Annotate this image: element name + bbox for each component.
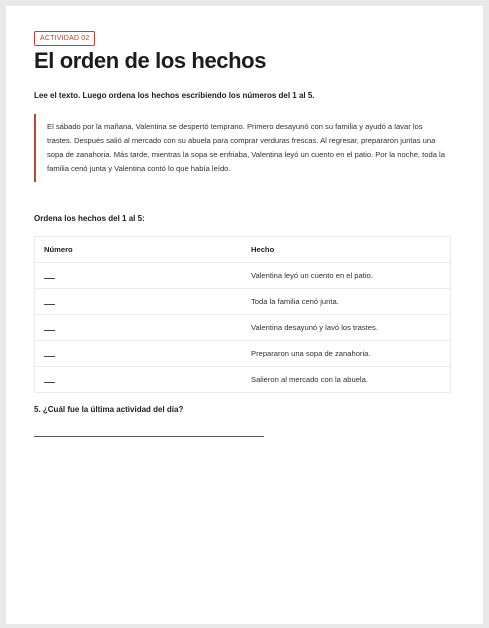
event-cell: Salieron al mercado con la abuela. (242, 367, 451, 393)
number-cell[interactable] (35, 341, 243, 367)
column-header-number: Número (35, 237, 243, 263)
table-row (35, 289, 451, 315)
question-text: 5. ¿Cuál fue la última actividad del día? (34, 405, 184, 414)
table-row (35, 315, 451, 341)
event-cell: Toda la familia cenó junta. (242, 289, 451, 315)
event-cell: Valentina leyó un cuento en el patio. (242, 263, 451, 289)
event-cell: Valentina desayunó y lavó los trastes. (242, 315, 451, 341)
number-blank[interactable] (44, 330, 55, 331)
number-cell[interactable] (35, 315, 243, 341)
table-row (35, 263, 451, 289)
table-row (35, 341, 451, 367)
number-blank[interactable] (44, 278, 55, 279)
page-title: El orden de los hechos (34, 48, 267, 73)
number-cell[interactable] (35, 367, 243, 393)
worksheet-page (6, 6, 483, 624)
number-blank[interactable] (44, 356, 55, 357)
table-heading: Ordena los hechos del 1 al 5: (34, 214, 145, 223)
number-cell[interactable] (35, 263, 243, 289)
table-row (35, 367, 451, 393)
answer-line[interactable] (34, 436, 264, 437)
activity-badge: ACTIVIDAD 02 (34, 31, 95, 46)
events-table (34, 236, 451, 393)
table-header-row (35, 237, 451, 263)
column-header-event: Hecho (242, 237, 451, 263)
number-blank[interactable] (44, 382, 55, 383)
instructions: Lee el texto. Luego ordena los hechos escribiendo los números del 1 al 5. (34, 91, 315, 100)
number-cell[interactable] (35, 289, 243, 315)
event-cell: Prepararon una sopa de zanahoria. (242, 341, 451, 367)
number-blank[interactable] (44, 304, 55, 305)
reading-passage: El sábado por la mañana, Valentina se despertó temprano. Primero desayunó con su familia y ayudó a lavar los trastes. Después salió al mercado con su abuela para comprar verduras frescas. Al regresar, prepararon juntas una sopa de zanahoria. Más tarde, mientras la sopa se enfriaba, Valentina leyó un cuento en el patio. Por la noche, toda la familia cenó junta y Valentina contó lo que había leído. (34, 114, 451, 182)
